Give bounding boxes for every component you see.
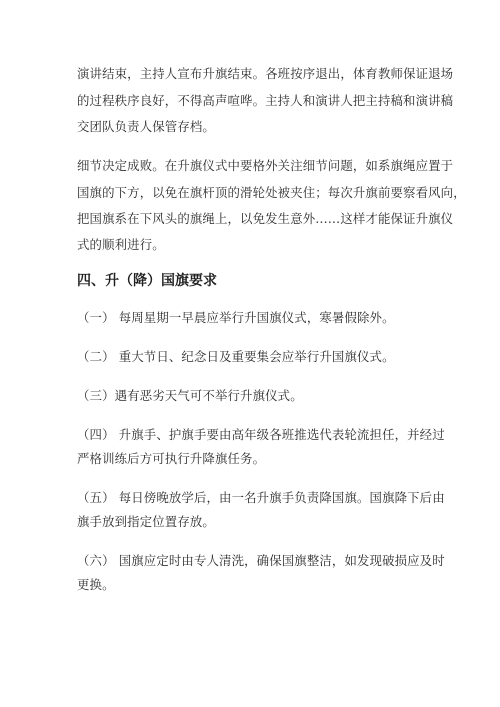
item-5-line-1: （五） 每日傍晚放学后，由一名升旗手负责降国旗。国旗降下后由 xyxy=(77,490,445,505)
paragraph-2-line-4: 式的顺利进行。 xyxy=(77,237,165,252)
item-3-line-1: （三）遇有恶劣天气可不举行升旗仪式。 xyxy=(77,388,303,403)
paragraph-2-line-2: 国旗的下方，以免在旗杆顶的滑轮处被夹住；每次升旗前要察看风向， xyxy=(77,185,466,200)
section-heading: 四、升（降）国旗要求 xyxy=(77,273,217,289)
item-4-line-1: （四） 升旗手、护旗手要由高年级各班推选代表轮流担任，并经过 xyxy=(77,427,445,442)
paragraph-1-line-2: 的过程秩序良好，不得高声喧哗。主持人和演讲人把主持稿和演讲稿 xyxy=(77,93,454,108)
item-2-line-1: （二） 重大节日、纪念日及重要集会应举行升国旗仪式。 xyxy=(77,349,395,364)
item-6-line-1: （六） 国旗应定时由专人清洗，确保国旗整洁，如发现破损应及时 xyxy=(77,553,445,568)
paragraph-1-line-1: 演讲结束，主持人宣布升旗结束。各班按序退出，体育教师保证退场 xyxy=(77,66,454,81)
item-1-line-1: （一） 每周星期一早晨应举行升国旗仪式，寒暑假除外。 xyxy=(77,310,395,325)
paragraph-2-line-1: 细节决定成败。在升旗仪式中要格外关注细节问题，如系旗绳应置于 xyxy=(77,158,454,173)
item-6-line-2: 更换。 xyxy=(77,577,115,592)
paragraph-1-line-3: 交团队负责人保管存档。 xyxy=(77,119,215,134)
item-4-line-2: 严格训练后方可执行升降旗任务。 xyxy=(77,451,266,466)
item-5-line-2: 旗手放到指定位置存放。 xyxy=(77,514,215,529)
paragraph-2-line-3: 把国旗系在下风头的旗绳上，以免发生意外……这样才能保证升旗仪 xyxy=(77,211,454,226)
